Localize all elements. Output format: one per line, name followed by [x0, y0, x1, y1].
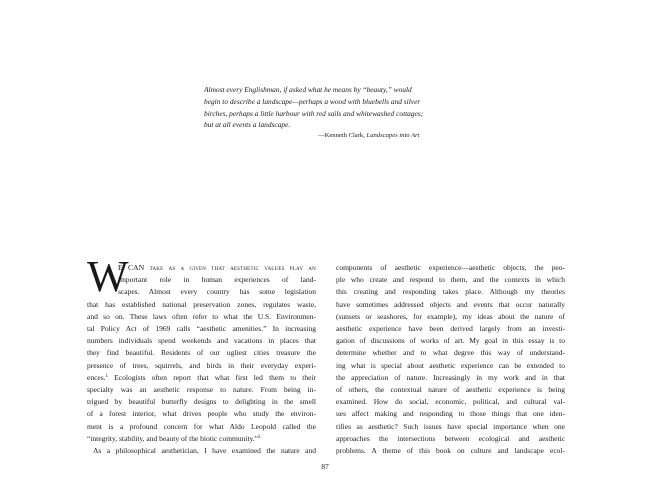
text-line: tal Policy Act of 1969 calls “aesthetic amenities.” In increasing: [87, 324, 316, 334]
body-column-right: [336, 262, 565, 457]
text-line: aesthetic experience have been derived largely from an investi-: [336, 324, 565, 334]
text-line: trigued by beautiful butterfly designs to delighting in the smell: [87, 397, 316, 407]
text-line: ues affect making and responding to those things that one iden-: [336, 409, 565, 419]
attribution-author: —Kenneth Clark,: [318, 132, 365, 139]
text-line: of others, the contextual nature of aesthetic experience is being: [336, 385, 565, 395]
text-line: [87, 433, 316, 445]
text-line: determine whether and to what degree this way of understand-: [336, 348, 565, 358]
text-line: have sometimes addressed objects and events that occur naturally: [336, 299, 565, 309]
text-line: problems. A theme of this book on culture and landscape ecol-: [336, 446, 565, 456]
text-fragment: Ecologists often report that what first led them to their: [114, 372, 317, 382]
text-line: approaches the intersections between ecological and aesthetic: [336, 433, 565, 443]
drop-cap: W: [87, 252, 129, 301]
text-line: presence of trees, squirrels, and birds in their everyday experi-: [87, 360, 316, 370]
footnote-mark[interactable]: 1: [105, 373, 109, 379]
text-line: [87, 372, 316, 384]
lead-in-text: E CAN take as a given that aesthetic values play an: [118, 263, 316, 272]
page-number: 87: [321, 462, 329, 471]
text-line: they find beautiful. Residents of our ugliest cities treasure the: [87, 348, 316, 358]
text-line: [87, 262, 316, 274]
text-line: ing what is special about aesthetic experience can be extended to: [336, 360, 565, 370]
attribution-work-title: Landscapes into Art: [366, 132, 420, 139]
epigraph-line: Almost every Englishman, if asked what he means by “beauty,” would: [204, 85, 412, 94]
text-line: examined. How do social, economic, political, and cultural val-: [336, 397, 565, 407]
text-line: and so on. These laws often refer to what the U.S. Environmen-: [87, 311, 316, 321]
text-line: components of aesthetic experience—aesthetic objects, the peo-: [336, 263, 565, 272]
footnote-mark[interactable]: 2: [258, 434, 261, 440]
epigraph-line: begin to describe a landscape—perhaps a wood with bluebells and silver: [204, 96, 421, 106]
text-line: important role in human experiences of land-: [118, 275, 316, 285]
epigraph-attribution: [318, 132, 420, 139]
text-fragment: ences.: [87, 372, 106, 382]
text-line: gation of discussions of works of art. My goal in this essay is to: [336, 336, 565, 346]
text-line: tifies as aesthetic? Such issues have special importance when one: [336, 421, 565, 431]
text-line: this creating and responding takes place. Although my theories: [336, 287, 565, 297]
epigraph: [204, 84, 444, 131]
text-fragment: “integrity, stability, and beauty of the biotic community.”: [87, 433, 258, 443]
body-column-left: [87, 262, 316, 457]
text-line: specialty was an aesthetic response to nature. From being in-: [87, 385, 316, 395]
text-line: (sunsets or seashores, for example), my ideas about the nature of: [336, 311, 565, 321]
text-line: numbers individuals spend weekends and vacations in places that: [87, 336, 316, 346]
text-line: that has established national preservation zones, regulates waste,: [87, 299, 316, 309]
epigraph-line: birches, perhaps a little harbour with red sails and whitewashed cottages;: [204, 108, 424, 118]
text-line: the appreciation of nature. Increasingly in my work and in that: [336, 372, 565, 382]
text-line: ment is a profound concern for what Aldo Leopold called the: [87, 421, 316, 431]
epigraph-line: but at all events a landscape.: [204, 120, 291, 130]
text-line: ple who create and respond to them, and the contexts in which: [336, 275, 565, 285]
text-line: of a forest interior, what drives people who study the environ-: [87, 409, 316, 419]
text-line: As a philosophical aesthetician, I have examined the nature and: [93, 446, 316, 456]
text-line: scapes. Almost every country has some legislation: [118, 287, 316, 297]
